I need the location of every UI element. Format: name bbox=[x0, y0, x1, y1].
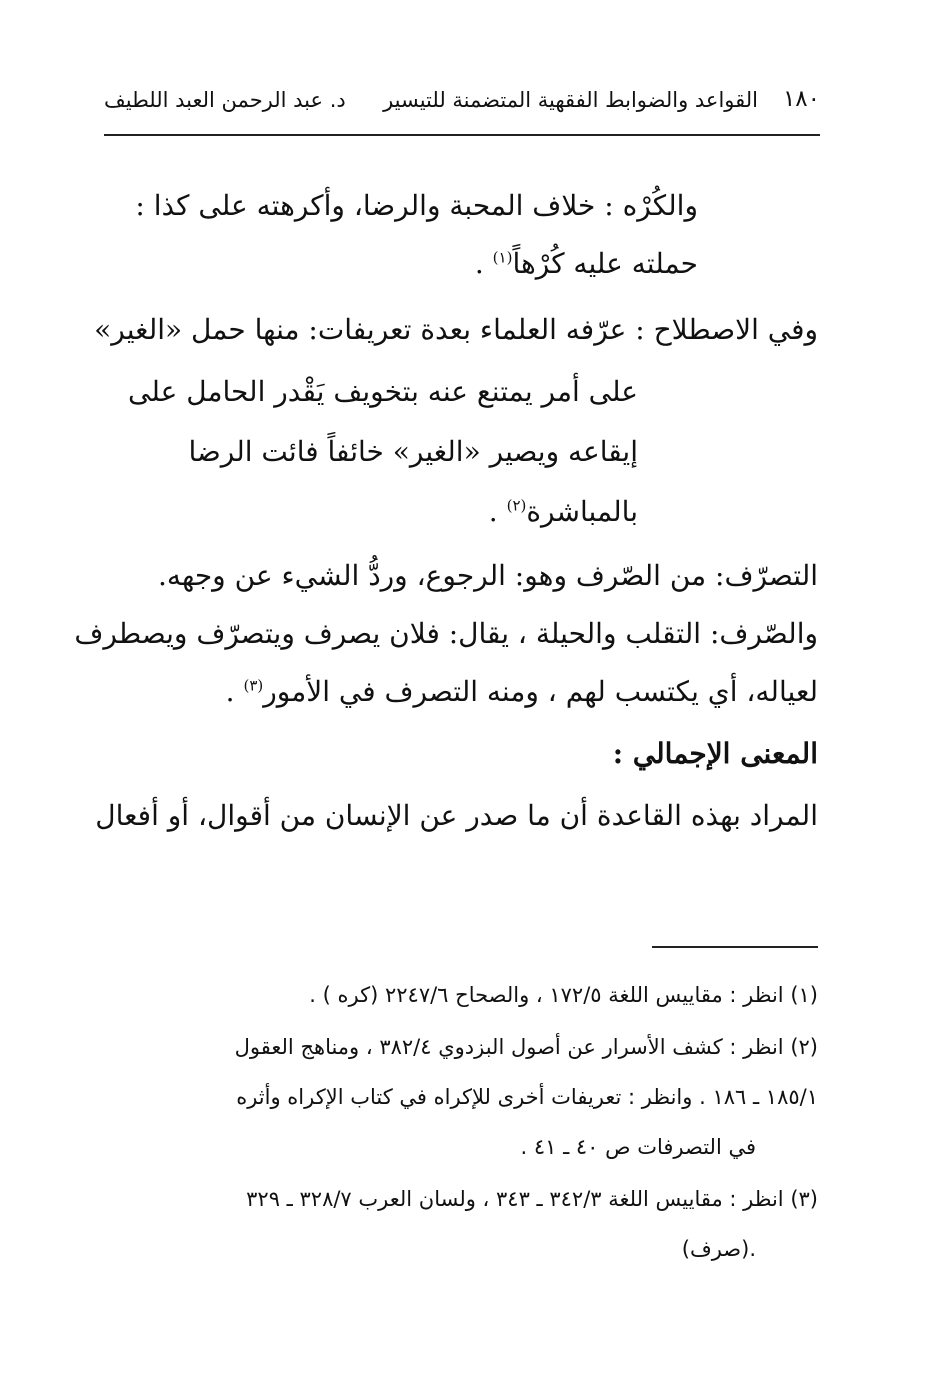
body-line-6: بالمباشرة$^{(٢)}$ . bbox=[488, 495, 638, 528]
body-line-4: على أمر يمتنع عنه بتخويف يَقْدر الحامل على bbox=[128, 375, 638, 408]
footnote-3-line-1: (٣) انظر : مقاييس اللغة ٣٤٢/٣ ـ ٣٤٣ ، ولسان العرب ٣٢٨/٧ ـ ٣٢٩ bbox=[246, 1187, 818, 1211]
author-name: د. عبد الرحمن العبد اللطيف bbox=[104, 88, 346, 112]
footnote-divider bbox=[652, 946, 818, 948]
footnote-2-line-1: (٢) انظر : كشف الأسرار عن أصول البزدوي ٣٨٢/٤ ، ومناهج العقول bbox=[234, 1035, 818, 1059]
body-line-8: والصّرف: التقلب والحيلة ، يقال: فلان يصرف ويتصرّف ويصطرف bbox=[74, 617, 818, 650]
body-line-1: والكُرْه : خلاف المحبة والرضا، وأكرهته على كذا : bbox=[135, 189, 698, 222]
body-line-10: المراد بهذه القاعدة أن ما صدر عن الإنسان من أقوال، أو أفعال bbox=[95, 799, 818, 832]
section-heading: المعنى الإجمالي : bbox=[612, 737, 818, 770]
body-line-9: لعياله، أي يكتسب لهم ، ومنه التصرف في الأمور$^{(٣)}$ . bbox=[225, 675, 818, 708]
footnote-3-line-2: .(صرف) bbox=[681, 1237, 756, 1261]
running-header bbox=[104, 82, 820, 122]
footnote-ref-2[interactable]: (٢) bbox=[506, 496, 527, 515]
header-divider bbox=[104, 134, 820, 136]
book-title: القواعد والضوابط الفقهية المتضمنة للتيسير bbox=[383, 88, 758, 112]
page-number: ١٨٠ bbox=[782, 86, 820, 112]
body-line-2: حملته عليه كُرْهاً$^{(١)}$ . bbox=[474, 247, 698, 280]
footnote-1: (١) انظر : مقاييس اللغة ١٧٢/٥ ، والصحاح ٢٢٤٧/٦ (كره ) . bbox=[309, 983, 818, 1007]
footnote-2-line-3: في التصرفات ص ٤٠ ـ ٤١ . bbox=[520, 1135, 756, 1159]
footnote-2-line-2: ١٨٥/١ ـ ١٨٦ . وانظر : تعريفات أخرى للإكراه في كتاب الإكراه وأثره bbox=[236, 1085, 818, 1109]
footnote-ref-1[interactable]: (١) bbox=[492, 248, 513, 267]
body-line-3: وفي الاصطلاح : عرّفه العلماء بعدة تعريفات: منها حمل «الغير» bbox=[94, 313, 818, 346]
body-line-5: إيقاعه ويصير «الغير» خائفاً فائت الرضا bbox=[188, 435, 638, 468]
footnote-ref-3[interactable]: (٣) bbox=[243, 676, 264, 695]
body-line-7: التصرّف: من الصّرف وهو: الرجوع، وردُّ الشيء عن وجهه. bbox=[158, 559, 818, 592]
